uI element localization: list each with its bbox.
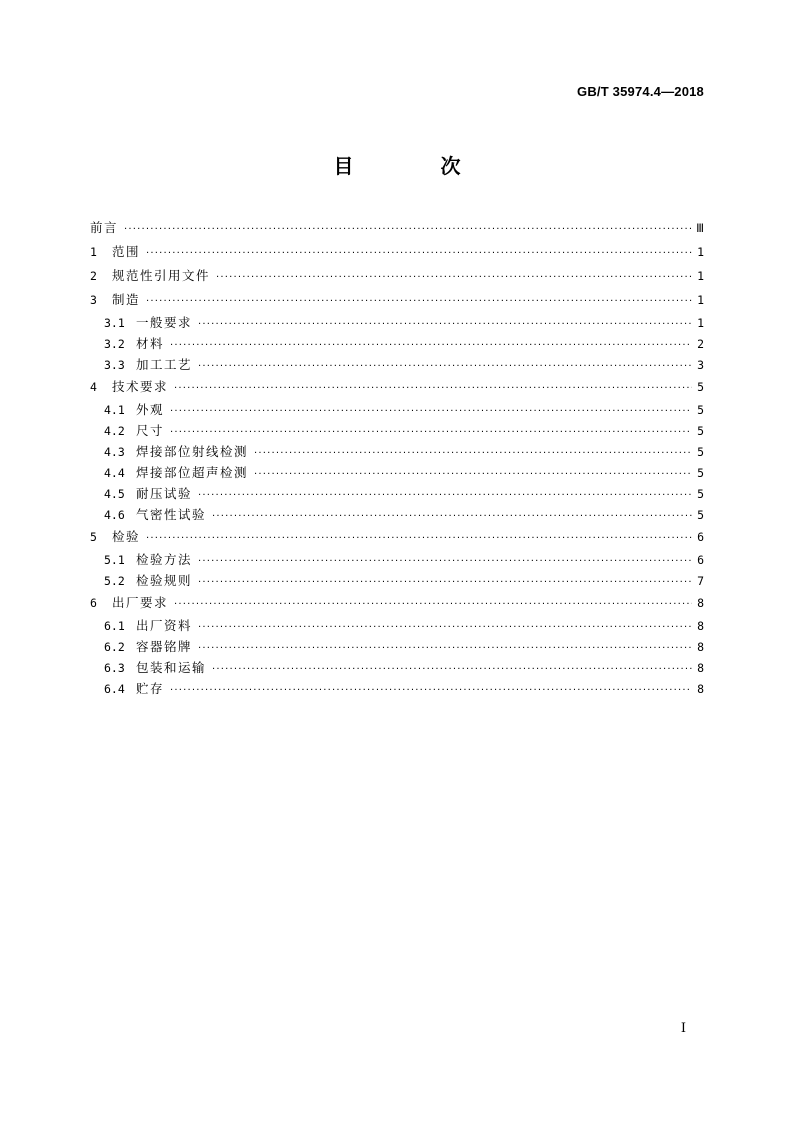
toc-entry-page: 5	[697, 445, 704, 459]
toc-entry-number: 6.2	[104, 640, 125, 654]
toc-entry-page: 1	[697, 316, 704, 330]
toc-entry-page: 6	[697, 530, 704, 544]
toc-leader	[212, 506, 692, 527]
toc-entry-number: 4.5	[104, 487, 125, 501]
toc-entry-label: 容器铭牌	[136, 639, 193, 654]
toc-entry-number: 4.2	[104, 424, 125, 438]
toc-entry-3-1[interactable]	[90, 312, 704, 333]
toc-entry-number: 4.1	[104, 403, 125, 417]
toc-entry-label: 制造	[112, 292, 141, 307]
toc-leader	[146, 527, 692, 551]
toc-entry-page: 8	[697, 596, 704, 610]
toc-entry-label: 出厂资料	[136, 618, 193, 633]
table-of-contents	[90, 216, 704, 699]
toc-leader	[198, 638, 692, 659]
toc-entry-label: 前言	[90, 220, 119, 235]
page-number: Ⅰ	[680, 1020, 686, 1035]
toc-entry-page: 3	[697, 358, 704, 372]
toc-leader	[170, 680, 692, 701]
toc-entry-5-2[interactable]	[90, 570, 704, 591]
toc-entry-label: 技术要求	[112, 379, 169, 394]
toc-entry-page: 1	[697, 269, 704, 283]
toc-entry-4[interactable]	[90, 375, 704, 399]
standard-code: GB/T 35974.4—2018	[577, 84, 704, 99]
toc-entry-label: 规范性引用文件	[112, 268, 211, 283]
toc-entry-page: 5	[697, 424, 704, 438]
toc-leader	[254, 443, 692, 464]
toc-entry-6-2[interactable]	[90, 636, 704, 657]
toc-entry-number: 6	[90, 596, 97, 610]
toc-entry-number: 4	[90, 380, 97, 394]
toc-entry-4-4[interactable]	[90, 462, 704, 483]
toc-entry-page: 5	[697, 403, 704, 417]
toc-leader	[170, 335, 692, 356]
toc-entry-3[interactable]	[90, 288, 704, 312]
toc-leader	[174, 593, 692, 617]
toc-entry-4-3[interactable]	[90, 441, 704, 462]
toc-entry-page: 5	[697, 508, 704, 522]
toc-entry-number: 6.3	[104, 661, 125, 675]
toc-entry-number: 3	[90, 293, 97, 307]
toc-entry-label: 外观	[136, 402, 165, 417]
toc-entry-page: 6	[697, 553, 704, 567]
toc-entry-label: 焊接部位射线检测	[136, 444, 249, 459]
toc-entry-number: 4.4	[104, 466, 125, 480]
toc-entry-4-2[interactable]	[90, 420, 704, 441]
toc-leader	[146, 242, 692, 266]
toc-entry-label: 加工工艺	[136, 357, 193, 372]
toc-entry-page: 1	[697, 293, 704, 307]
toc-entry-6-3[interactable]	[90, 657, 704, 678]
toc-entry-label: 检验	[112, 529, 141, 544]
toc-leader	[198, 356, 692, 377]
toc-leader	[216, 266, 692, 290]
toc-entry-label: 耐压试验	[136, 486, 193, 501]
toc-entry-3-3[interactable]	[90, 354, 704, 375]
toc-entry-number: 5.2	[104, 574, 125, 588]
toc-leader	[170, 401, 692, 422]
toc-entry-number: 5	[90, 530, 97, 544]
toc-entry-label: 一般要求	[136, 315, 193, 330]
toc-entry-page: 5	[697, 466, 704, 480]
toc-entry-1[interactable]	[90, 240, 704, 264]
toc-entry-number: 3.1	[104, 316, 125, 330]
toc-entry-page: 8	[697, 661, 704, 675]
toc-entry-4-6[interactable]	[90, 504, 704, 525]
toc-entry-page: 8	[697, 682, 704, 696]
toc-leader	[212, 659, 692, 680]
toc-entry-page: 5	[697, 380, 704, 394]
toc-entry-label: 范围	[112, 244, 141, 259]
toc-leader	[124, 218, 692, 242]
toc-leader	[198, 551, 692, 572]
toc-entry-6[interactable]	[90, 591, 704, 615]
toc-entry-number: 6.4	[104, 682, 125, 696]
toc-entry-label: 材料	[136, 336, 165, 351]
toc-entry-label: 气密性试验	[136, 507, 207, 522]
toc-entry-page: 8	[697, 640, 704, 654]
toc-entry-number: 2	[90, 269, 97, 283]
toc-entry-label: 尺寸	[136, 423, 165, 438]
toc-leader	[254, 464, 692, 485]
toc-entry-number: 5.1	[104, 553, 125, 567]
toc-entry-page: 1	[697, 245, 704, 259]
toc-entry-number: 1	[90, 245, 97, 259]
toc-entry-page: 7	[697, 574, 704, 588]
toc-leader	[174, 377, 692, 401]
toc-entry-5[interactable]	[90, 525, 704, 549]
toc-entry-6-1[interactable]	[90, 615, 704, 636]
toc-entry-4-1[interactable]	[90, 399, 704, 420]
toc-entry-label: 焊接部位超声检测	[136, 465, 249, 480]
toc-entry-label: 包装和运输	[136, 660, 207, 675]
toc-entry-number: 4.3	[104, 445, 125, 459]
toc-leader	[198, 314, 692, 335]
toc-entry-page: 2	[697, 337, 704, 351]
toc-entry-number: 3.3	[104, 358, 125, 372]
toc-leader	[146, 290, 692, 314]
toc-entry-5-1[interactable]	[90, 549, 704, 570]
toc-leader	[198, 485, 692, 506]
toc-entry-4-5[interactable]	[90, 483, 704, 504]
toc-leader	[198, 572, 692, 593]
toc-entry-3-2[interactable]	[90, 333, 704, 354]
toc-entry-label: 检验规则	[136, 573, 193, 588]
toc-entry-6-4[interactable]	[90, 678, 704, 699]
toc-entry-page: 8	[697, 619, 704, 633]
toc-leader	[198, 617, 692, 638]
toc-entry-number: 3.2	[104, 337, 125, 351]
toc-entry-2[interactable]	[90, 264, 704, 288]
toc-entry-number: 4.6	[104, 508, 125, 522]
toc-entry-label: 检验方法	[136, 552, 193, 567]
toc-entry-label: 贮存	[136, 681, 165, 696]
toc-leader	[170, 422, 692, 443]
toc-entry-number: 6.1	[104, 619, 125, 633]
toc-entry-foreword[interactable]	[90, 216, 704, 240]
toc-entry-page: 5	[697, 487, 704, 501]
toc-entry-label: 出厂要求	[112, 595, 169, 610]
toc-entry-page: Ⅲ	[696, 221, 704, 235]
page-title: 目 次	[333, 154, 501, 178]
